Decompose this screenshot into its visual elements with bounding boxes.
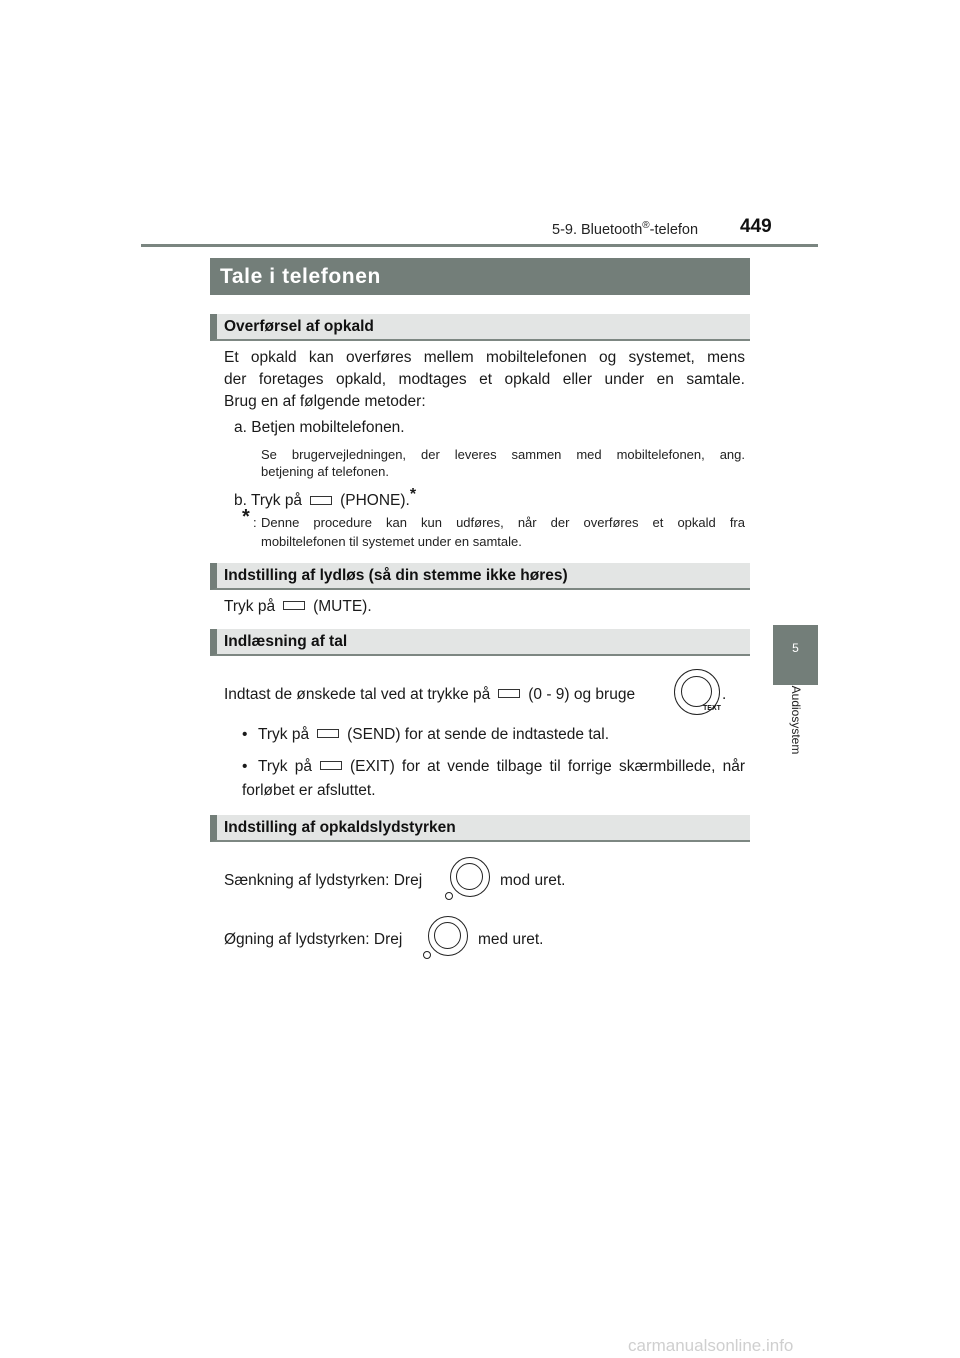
bullet-exit: Tryk på (EXIT) for at vende tilbage til forrige skærmbillede, når	[258, 758, 745, 775]
header-rule	[141, 244, 818, 247]
numbers-instruction: Indtast de ønskede tal ved at trykke på (0 - 9) og bruge	[224, 686, 636, 703]
registered-mark: ®	[642, 220, 650, 231]
volume-decrease-direction: mod uret.	[500, 872, 566, 889]
mute-instruction: Tryk på (MUTE).	[224, 598, 372, 615]
power-volume-knob-icon-2	[428, 916, 468, 956]
transfer-intro-line3: Brug en af følgende metoder:	[224, 393, 426, 410]
numbers-instruction-end: .	[722, 686, 727, 703]
footnote-line1: Denne procedure kan kun udføres, når der overføres et opkald fra	[261, 515, 745, 530]
chapter-tab	[773, 625, 818, 685]
power-mark-icon-2	[423, 951, 431, 959]
mute-button-icon	[283, 601, 305, 610]
chapter-number: 5	[792, 641, 799, 655]
volume-decrease-text: Sænkning af lydstyrken: Drej	[224, 872, 423, 889]
page-title: Tale i telefonen	[220, 265, 381, 288]
footnote-line2: mobiltelefonen til systemet under en samtale.	[261, 534, 522, 549]
power-mark-icon	[445, 892, 453, 900]
chapter-label: Audiosystem	[789, 685, 803, 755]
watermark: carmanualsonline.info	[628, 1336, 794, 1355]
option-a: a. Betjen mobiltelefonen.	[234, 419, 405, 436]
bullet-exit-line2: forløbet er afsluttet.	[242, 782, 376, 799]
heading-volume: Indstilling af opkaldslydstyrken	[210, 815, 750, 842]
phone-button-icon	[310, 496, 332, 505]
page-number: 449	[740, 216, 772, 237]
option-a-note-line1: Se brugervejledningen, der leveres sammen med mobiltelefonen, ang.	[261, 447, 745, 462]
heading-transfer: Overførsel af opkald	[210, 314, 750, 341]
bullet-exit-mark: •	[242, 758, 248, 775]
volume-increase-text: Øgning af lydstyrken: Drej	[224, 931, 403, 948]
bullet-send-mark: •	[242, 726, 248, 743]
option-b: b. Tryk på (PHONE).*	[234, 486, 417, 510]
knob-text-label: TEXT	[703, 705, 721, 712]
heading-mute: Indstilling af lydløs (så din stemme ikke høres)	[210, 563, 750, 590]
transfer-intro-line1: Et opkald kan overføres mellem mobiltelefonen og systemet, mens	[224, 349, 745, 366]
exit-button-icon	[320, 761, 342, 770]
volume-increase-direction: med uret.	[478, 931, 544, 948]
footnote-colon: :	[253, 515, 257, 530]
bullet-send: Tryk på (SEND) for at sende de indtastede tal.	[258, 726, 610, 743]
heading-numbers: Indlæsning af tal	[210, 629, 750, 656]
option-a-note-line2: betjening af telefonen.	[261, 464, 389, 479]
asterisk-mark: *	[409, 486, 417, 503]
section-header: 5-9. Bluetooth®-telefon	[552, 220, 699, 238]
transfer-intro-line2: der foretages opkald, modtages et opkald eller under en samtale.	[224, 371, 745, 388]
send-button-icon	[317, 729, 339, 738]
tune-scroll-knob-icon	[674, 669, 720, 715]
footnote-mark: *	[242, 506, 250, 528]
page-title-bar	[210, 258, 750, 295]
number-button-icon	[498, 689, 520, 698]
power-volume-knob-icon	[450, 857, 490, 897]
